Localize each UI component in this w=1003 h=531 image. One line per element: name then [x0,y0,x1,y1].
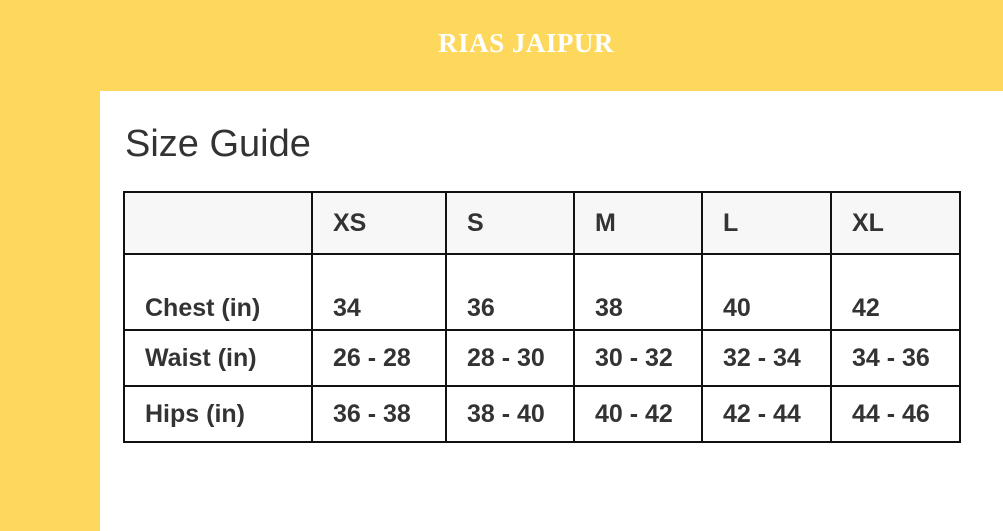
table-cell: 40 - 42 [574,386,702,442]
table-row-waist [124,330,960,386]
table-cell: 40 [702,254,831,330]
table-cell: 38 - 40 [446,386,574,442]
table-cell: 34 - 36 [831,330,960,386]
column-header-l: L [702,192,831,254]
column-header-s: S [446,192,574,254]
table-cell: 26 - 28 [312,330,446,386]
table-row-hips [124,386,960,442]
brand-logo: RIAS JAIPUR [438,28,614,58]
row-label-chest: Chest (in) [124,254,312,330]
table-cell: 34 [312,254,446,330]
page-title: Size Guide [125,123,311,165]
table-cell: 36 [446,254,574,330]
row-label-waist: Waist (in) [124,330,312,386]
table-cell: 28 - 30 [446,330,574,386]
table-cell: 36 - 38 [312,386,446,442]
size-table [123,191,961,443]
column-header-xl: XL [831,192,960,254]
table-cell: 44 - 46 [831,386,960,442]
table-header-row [124,192,960,254]
table-cell: 32 - 34 [702,330,831,386]
table-cell: 30 - 32 [574,330,702,386]
table-cell: 42 [831,254,960,330]
size-guide-panel [100,91,1003,531]
table-row-chest [124,254,960,330]
table-cell: 38 [574,254,702,330]
row-label-hips: Hips (in) [124,386,312,442]
table-cell: 42 - 44 [702,386,831,442]
column-header-empty [124,192,312,254]
column-header-m: M [574,192,702,254]
column-header-xs: XS [312,192,446,254]
